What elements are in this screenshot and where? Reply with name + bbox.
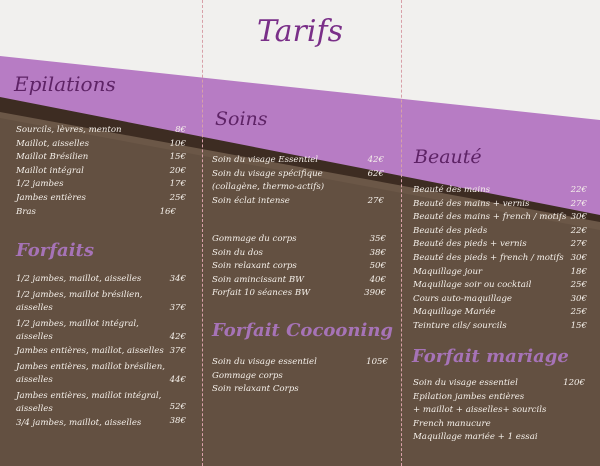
- price-row: Maquillage mariée + 1 essai: [413, 432, 538, 443]
- cocooning-list: [212, 356, 388, 397]
- page-title: Tarifs: [256, 14, 343, 49]
- forfait-line: aisselles: [16, 404, 53, 414]
- soins-corps-list: [212, 233, 386, 301]
- price-row: Teinture cils/ sourcils 15€: [413, 320, 587, 331]
- price-row: Soin du visage Essentiel 42€: [212, 155, 384, 165]
- forfait-line: Jambes entières, maillot intégral,: [16, 391, 162, 401]
- forfait-line: 1/2 jambes, maillot brésilien,: [16, 290, 143, 300]
- price-row: Maquillage Mariée 25€: [413, 307, 587, 318]
- forfait-line: 3/4 jambes, maillot, aisselles: [16, 418, 142, 428]
- price-row: Forfait 10 séances BW 390€: [212, 288, 386, 299]
- forfait-line: Jambes entières, maillot brésilien,: [16, 362, 166, 372]
- column-divider-right: [401, 0, 402, 466]
- forfait-line: Jambes entières, maillot, aisselles: [16, 346, 164, 356]
- price-row: French manucure: [413, 418, 491, 429]
- price-row: 1/2 jambes 17€: [16, 179, 186, 190]
- price-row: (collagène, thermo-actifs): [212, 182, 325, 193]
- epilations-heading: Epilations: [14, 72, 116, 96]
- mariage-list: [413, 377, 585, 445]
- forfait-price: 38€: [169, 416, 186, 426]
- price-row: Soin éclat intense 27€: [212, 195, 384, 206]
- price-row: Beauté des pieds 22€: [413, 225, 587, 236]
- price-row: Epilation jambes entières: [413, 391, 525, 402]
- price-row: Soin du visage essentiel 120€: [413, 378, 585, 388]
- forfait-line: aisselles: [16, 332, 53, 342]
- price-row: Soin du dos 38€: [212, 247, 386, 258]
- price-row: Beauté des mains + french / motifs 30€: [413, 212, 587, 223]
- price-row: Bras 16€: [16, 206, 176, 217]
- soins-list: [212, 154, 384, 208]
- column-divider-left: [202, 0, 203, 466]
- price-row: Beauté des mains + vernis 27€: [413, 198, 587, 209]
- forfaits-heading: Forfaits: [16, 240, 94, 261]
- price-row: Soin relaxant corps 50€: [212, 261, 386, 272]
- beaute-list: [413, 184, 587, 334]
- price-row: Maillot Brésilien 15€: [16, 152, 186, 163]
- price-row: + maillot + aisselles+ sourcils: [413, 405, 547, 416]
- price-row: Gommage corps: [212, 370, 283, 381]
- forfait-line: aisselles: [16, 303, 53, 313]
- forfait-price: 42€: [169, 332, 186, 342]
- price-row: Soin du visage essentiel 105€: [212, 357, 388, 367]
- cocooning-heading: Forfait Cocooning: [212, 320, 394, 341]
- price-row: Maquillage jour 18€: [413, 266, 587, 277]
- price-row: Maillot intégral 20€: [16, 165, 186, 176]
- price-row: Jambes entières 25€: [16, 192, 186, 203]
- price-row: Cours auto-maquillage 30€: [413, 293, 587, 304]
- forfait-price: 37€: [169, 303, 186, 313]
- epilations-list: [16, 124, 186, 219]
- price-row: Beauté des pieds + vernis 27€: [413, 239, 587, 250]
- price-row: Beauté des pieds + french / motifs 30€: [413, 252, 587, 263]
- price-row: Maquillage soir ou cocktail 25€: [413, 280, 587, 291]
- forfait-line: aisselles: [16, 375, 53, 385]
- soins-heading: Soins: [215, 108, 268, 130]
- price-row: Beauté des mains 22€: [413, 185, 587, 195]
- forfait-price: 44€: [169, 375, 186, 385]
- price-row: Soin du visage spécifique 62€: [212, 168, 384, 179]
- price-row: Sourcils, lèvres, menton 8€: [16, 125, 186, 135]
- price-row: Maillot, aisselles 10€: [16, 138, 186, 149]
- forfait-line: 1/2 jambes, maillot, aisselles: [16, 274, 142, 284]
- forfait-price: 34€: [169, 274, 186, 284]
- forfait-line: 1/2 jambes, maillot intégral,: [16, 319, 139, 329]
- price-row: Soin amincissant BW 40€: [212, 274, 386, 285]
- mariage-heading: Forfait mariage: [412, 346, 569, 367]
- price-row: Soin relaxant Corps: [212, 384, 299, 395]
- forfait-price: 37€: [169, 346, 186, 356]
- beaute-heading: Beauté: [414, 146, 482, 168]
- forfait-price: 52€: [169, 402, 186, 412]
- price-row: Gommage du corps 35€: [212, 234, 386, 244]
